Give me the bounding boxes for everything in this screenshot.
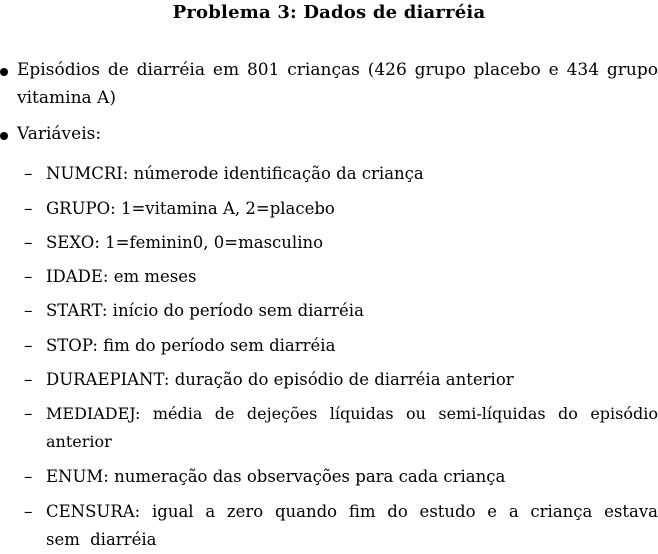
dash-marker: – <box>24 233 33 253</box>
bullet-icon <box>0 132 8 140</box>
page-title: Problema 3: Dados de diarréia <box>172 2 486 23</box>
variable-text: START: início do período sem diarréia <box>46 301 364 320</box>
bullet-icon <box>0 68 8 76</box>
variable-text: DURAEPIANT: duração do episódio de diarréia anterior <box>46 370 514 389</box>
variable-text: GRUPO: 1=vitamina A, 2=placebo <box>46 199 335 218</box>
variable-text: CENSURA: igual a zero quando fim do estudo e a criança estava sem diarréia <box>46 502 658 549</box>
dash-marker: – <box>24 370 33 390</box>
dash-marker: – <box>24 467 33 487</box>
variable-text: MEDIADEJ: média de dejeções líquidas ou semi-líquidas do episódio anterior <box>46 404 658 451</box>
bullet-text: Episódios de diarréia em 801 crianças (426 grupo placebo e 434 grupo vitamina A) <box>17 60 658 108</box>
variable-text: SEXO: 1=feminin0, 0=masculino <box>46 233 324 252</box>
bullet-text: Variáveis: <box>17 124 102 144</box>
dash-marker: – <box>24 301 33 321</box>
variable-text: ENUM: numeração das observações para cada criança <box>46 467 506 486</box>
dash-marker: – <box>24 502 33 522</box>
dash-marker: – <box>24 404 33 424</box>
dash-marker: – <box>24 164 33 184</box>
variable-text: IDADE: em meses <box>46 267 197 286</box>
dash-marker: – <box>24 336 33 356</box>
variable-text: NUMCRI: númerode identificação da criança <box>46 164 424 183</box>
dash-marker: – <box>24 267 33 287</box>
dash-marker: – <box>24 199 33 219</box>
variable-text: STOP: fim do período sem diarréia <box>46 336 336 355</box>
